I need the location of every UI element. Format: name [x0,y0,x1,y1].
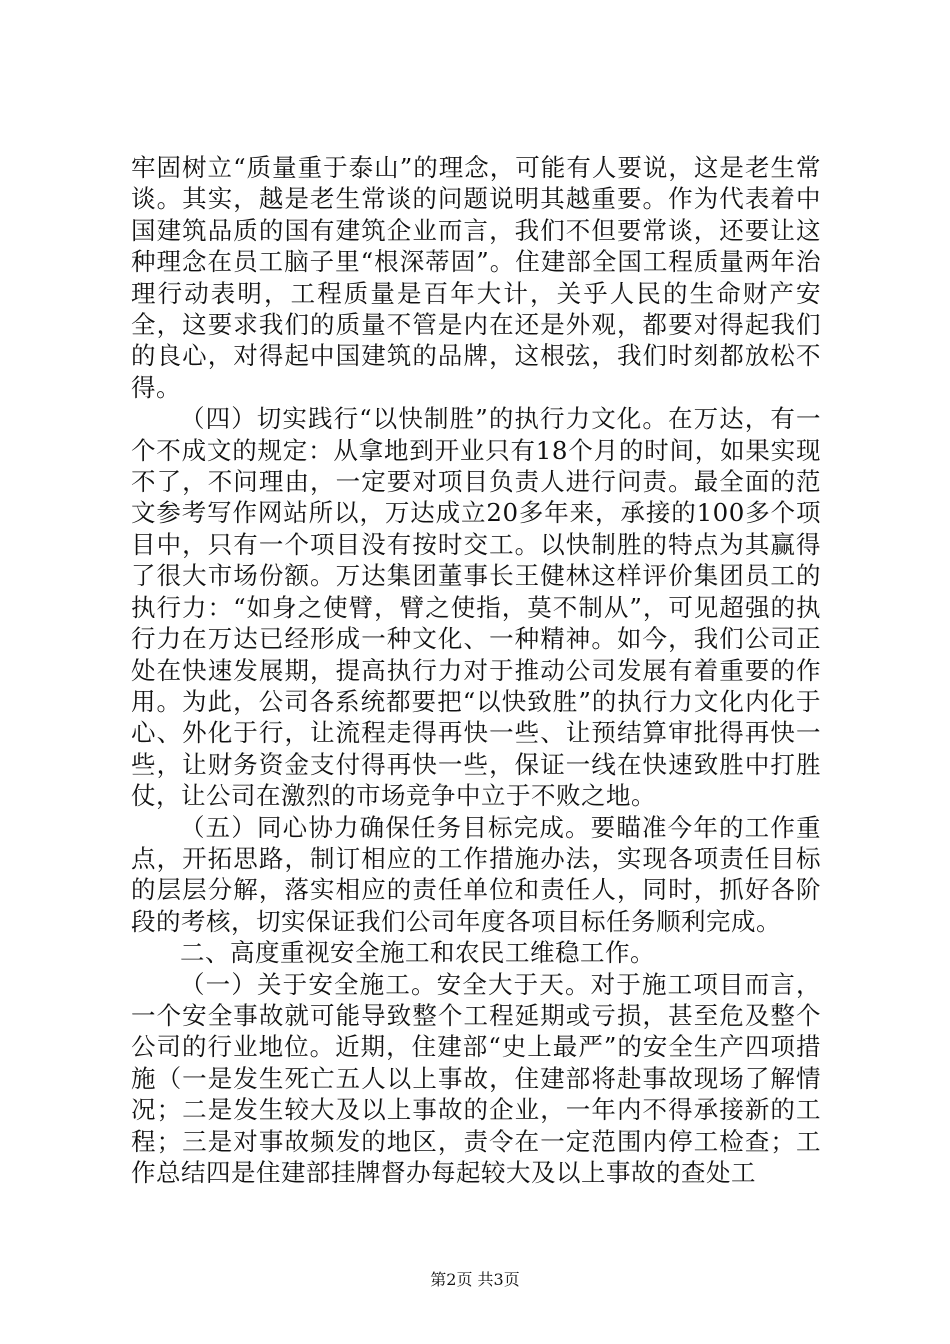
paragraph-execution-culture: （四）切实践行“以快制胜”的执行力文化。在万达，有一个不成文的规定：从拿地到开业只有18个月的时间，如果实现不了，不问理由，一定要对项目负责人进行问责。最全面的范文参考写作网站所以，万达成立20多年来，承接的100多个项目中，只有一个项目没有按时交工。以快制胜的特点为其赢得了很大市场份额。万达集团董事长王健林这样评价集团员工的执行力：“如身之使臂，臂之使指，莫不制从”，可见超强的执行力在万达已经形成一种文化、一种精神。如今，我们公司正处在快速发展期，提高执行力对于推动公司发展有着重要的作用。为此，公司各系统都要把“以快致胜”的执行力文化内化于心、外化于行，让流程走得再快一些、让预结算审批得再快一些，让财务资金支付得再快一些，保证一线在快速致胜中打胜仗，让公司在激烈的市场竞争中立于不败之地。 [131,404,821,811]
page-number-footer: 第2页 共3页 [430,1270,520,1289]
section-heading-safety: 二、高度重视安全施工和农民工维稳工作。 [180,938,655,968]
paragraph-safe-construction: （一）关于安全施工。安全大于天。对于施工项目而言，一个安全事故就可能导致整个工程延期或亏损，甚至危及整个公司的行业地位。近期，住建部“史上最严”的安全生产四项措施（一是发生死亡五人以上事故，住建部将赴事故现场了解情况；二是发生较大及以上事故的企业，一年内不得承接新的工程；三是对事故频发的地区，责令在一定范围内停工检查；工作总结四是住建部挂牌督办每起较大及以上事故的查处工 [131,969,821,1187]
paragraph-task-targets: （五）同心协力确保任务目标完成。要瞄准今年的工作重点，开拓思路，制订相应的工作措施办法，实现各项责任目标的层层分解，落实相应的责任单位和责任人，同时，抓好各阶段的考核，切实保证我们公司年度各项目标任务顺利完成。 [131,812,821,936]
paragraph-quality-concept: 牢固树立“质量重于泰山”的理念，可能有人要说，这是老生常谈。其实，越是老生常谈的问题说明其越重要。作为代表着中国建筑品质的国有建筑企业而言，我们不但要常谈，还要让这种理念在员工脑子里“根深蒂固”。住建部全国工程质量两年治理行动表明，工程质量是百年大计，关乎人民的生命财产安全，这要求我们的质量不管是内在还是外观，都要对得起我们的良心，对得起中国建筑的品牌，这根弦，我们时刻都放松不得。 [131,153,821,402]
document-body [131,152,821,1188]
